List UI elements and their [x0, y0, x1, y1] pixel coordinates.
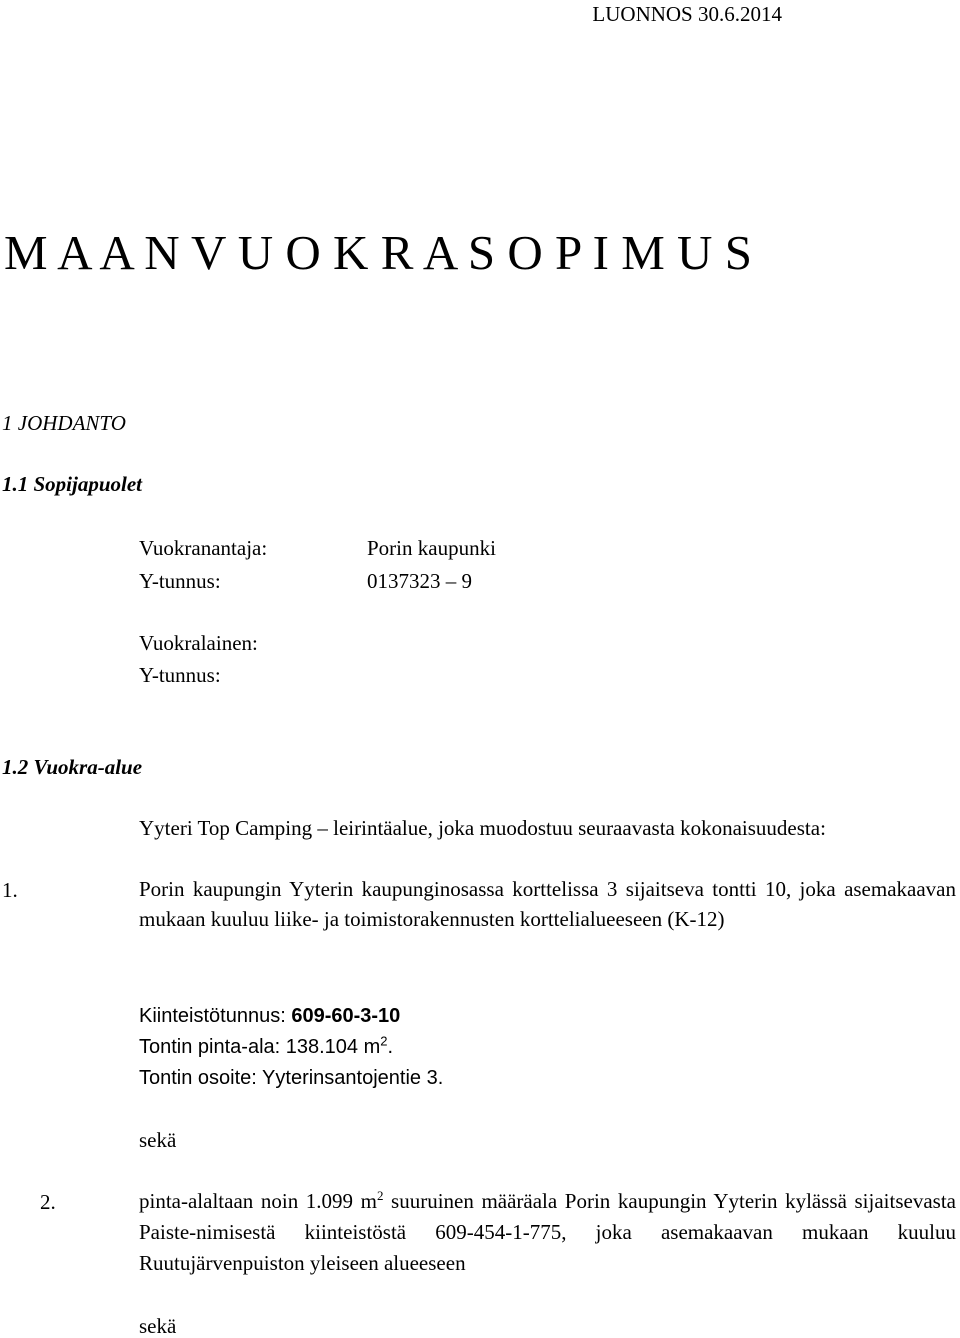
lessor-business-id-label: Y-tunnus:: [139, 569, 221, 593]
lease-area-intro: Yyteri Top Camping – leirintäalue, joka muodostuu seuraavasta kokonaisuudesta:: [139, 816, 826, 840]
plot-area-line: [139, 1033, 394, 1058]
lessor-business-id-value: 0137323 – 9: [367, 569, 472, 593]
plot-area-period: .: [387, 1036, 394, 1058]
conjunction-and-2: sekä: [139, 1314, 177, 1338]
section-heading-introduction: 1 JOHDANTO: [2, 411, 126, 435]
item-2-text-end: suuruinen määräala Porin kaupungin Yyterin kylässä sijaitsevasta Paiste-nimisestä kiinteistöstä 609-454-1-775, joka asemakaavan mukaan kuuluu Ruutujärvenpuiston yleiseen alueeseen: [139, 1189, 956, 1275]
item-2-superscript: 2: [376, 1188, 384, 1203]
conjunction-and-1: sekä: [139, 1128, 177, 1152]
lessor-value: Porin kaupunki: [367, 536, 496, 560]
item-2-description: [139, 1186, 956, 1279]
property-id-value: 609-60-3-10: [291, 1005, 401, 1027]
subsection-heading-parties: 1.1 Sopijapuolet: [2, 472, 143, 496]
lessor-label: Vuokranantaja:: [139, 536, 268, 560]
tenant-label: Vuokralainen:: [139, 631, 258, 655]
document-title: M A A N V U O K R A S O P I M U S: [4, 225, 752, 280]
item-number-1: 1.: [2, 878, 18, 902]
plot-area-text: Tontin pinta-ala: 138.104 m: [139, 1036, 381, 1058]
tenant-business-id-label: Y-tunnus:: [139, 663, 221, 687]
item-number-2: 2.: [40, 1190, 56, 1214]
property-id-label: Kiinteistötunnus:: [139, 1005, 286, 1027]
item-2-text-start: pinta-alaltaan noin 1.099 m: [139, 1189, 377, 1213]
plot-address: Tontin osoite: Yyterinsantojentie 3.: [139, 1067, 444, 1089]
subsection-heading-lease-area: 1.2 Vuokra-alue: [2, 755, 143, 779]
draft-label: LUONNOS 30.6.2014: [592, 2, 782, 26]
item-1-description: Porin kaupungin Yyterin kaupunginosassa korttelissa 3 sijaitseva tontti 10, joka asemakaavan mukaan kuuluu liike- ja toimistorakennusten korttelialueeseen (K-12): [139, 877, 956, 931]
plot-area-superscript: 2: [380, 1033, 388, 1049]
property-id-line: [139, 1006, 400, 1026]
